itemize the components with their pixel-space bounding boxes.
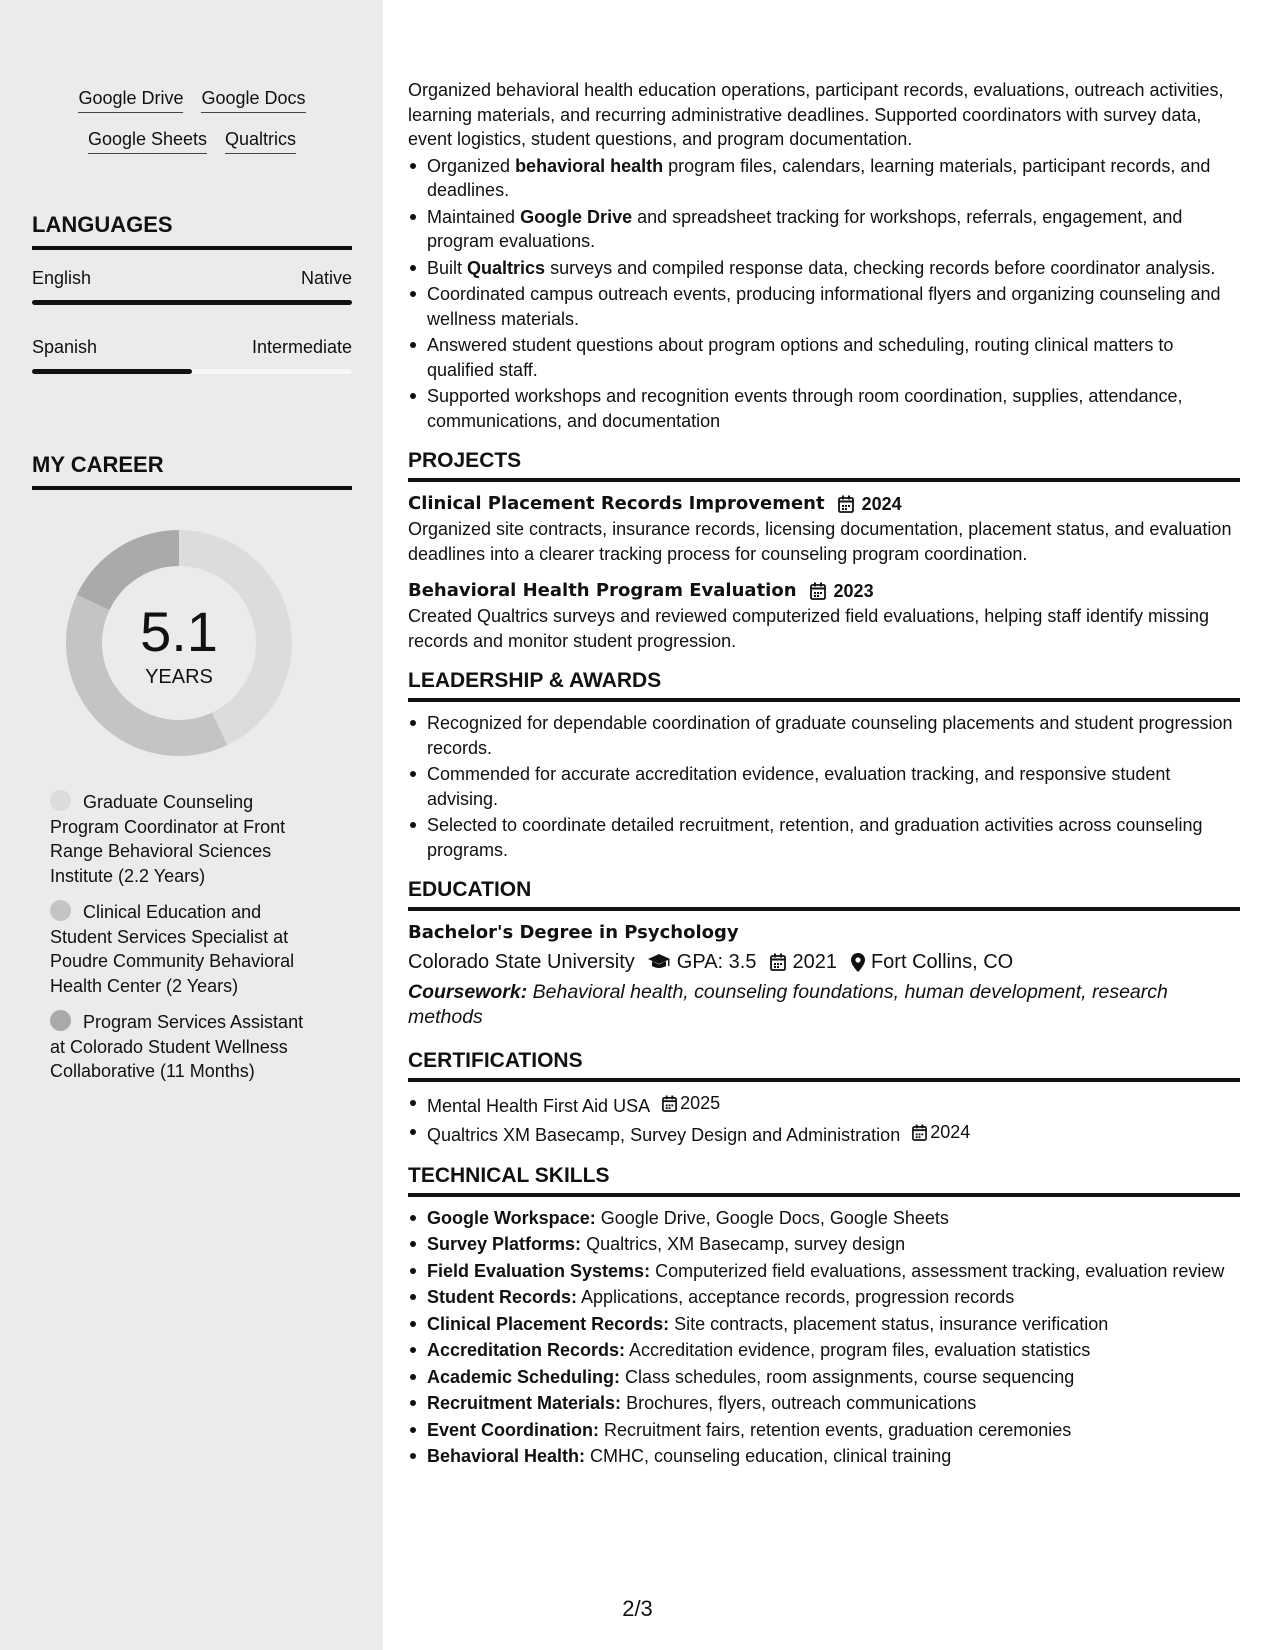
certifications-heading: CERTIFICATIONS — [408, 1047, 1240, 1082]
calendar-icon — [912, 1124, 927, 1141]
skill-category: Google Workspace: — [427, 1207, 596, 1228]
leadership-list — [408, 711, 1240, 862]
language-bar-fill — [32, 300, 352, 305]
skill-tag: Google Drive — [78, 86, 183, 113]
experience-bullet — [408, 256, 1240, 281]
location-pin-icon — [851, 953, 865, 972]
bullet-keyword: behavioral health — [515, 155, 664, 176]
graduation-cap-icon — [647, 953, 671, 971]
experience-summary: Organized behavioral health education operations, participant records, evaluations, outreach activities, learning materials, and recurring administrative deadlines. Supported coordinators with survey data, event logistics, student questions, and program documentation. — [408, 80, 1224, 149]
project-item — [408, 491, 1240, 566]
language-level: Intermediate — [251, 337, 352, 357]
language-row — [32, 337, 352, 358]
experience-bullet — [408, 205, 1240, 254]
calendar-icon — [662, 1095, 677, 1112]
education-details — [408, 948, 1240, 976]
graduation-year: 2021 — [792, 951, 837, 973]
skill-tag: Google Sheets — [88, 127, 207, 154]
calendar-icon — [838, 495, 854, 513]
bullet-text: Supported workshops and recognition events through room coordination, supplies, attendance, communications, and documentation — [427, 386, 1183, 431]
school-name: Colorado State University — [408, 951, 635, 973]
skill-category: Event Coordination: — [427, 1419, 599, 1440]
skill-values: Computerized field evaluations, assessment tracking, evaluation review — [650, 1260, 1225, 1281]
bullet-text: Coordinated campus outreach events, producing informational flyers and organizing counseling and wellness materials. — [427, 284, 1221, 329]
certification-year: 2025 — [680, 1093, 721, 1113]
calendar-icon — [770, 953, 786, 971]
skill-values: Class schedules, room assignments, course sequencing — [620, 1366, 1075, 1387]
language-bar — [32, 300, 352, 305]
certification-name: Qualtrics XM Basecamp, Survey Design and Administration — [427, 1125, 901, 1145]
bullet-text: and spreadsheet tracking for workshops, referrals, engagement, and program evaluations. — [427, 206, 1183, 251]
skill-category: Accreditation Records: — [427, 1340, 626, 1360]
technical-skill-item — [408, 1285, 1240, 1310]
skill-values: Applications, acceptance records, progression records — [577, 1287, 1015, 1307]
certification-name: Mental Health First Aid USA — [427, 1095, 651, 1116]
skill-values: Brochures, flyers, outreach communications — [621, 1393, 977, 1413]
bullet-text: Built — [427, 257, 468, 278]
bullet-text: program files, calendars, learning materials, participant records, and deadlines. — [427, 155, 1211, 200]
skill-category: Recruitment Materials: — [427, 1393, 622, 1413]
technical-skills-heading: TECHNICAL SKILLS — [408, 1162, 1240, 1197]
leadership-item: Commended for accurate accreditation evidence, evaluation tracking, and responsive student advising. — [408, 762, 1240, 811]
projects-heading: PROJECTS — [408, 447, 1240, 482]
language-name: English — [32, 268, 92, 288]
bullet-text: Answered student questions about program options and scheduling, routing clinical matters to qualified staff. — [427, 335, 1174, 380]
gpa: GPA: 3.5 — [676, 951, 757, 973]
skill-category: Field Evaluation Systems: — [427, 1260, 651, 1281]
project-description: Created Qualtrics surveys and reviewed computerized field evaluations, helping staff identify missing records and monitor student progression. — [408, 606, 1210, 651]
project-item — [408, 578, 1240, 653]
technical-skill-item — [408, 1206, 1240, 1231]
project-year: 2023 — [833, 581, 874, 601]
experience-bullet — [408, 384, 1240, 433]
career-dot — [50, 900, 71, 921]
education-heading: EDUCATION — [408, 876, 1240, 911]
page-number: 2/3 — [622, 1596, 653, 1621]
leadership-item: Selected to coordinate detailed recruitment, retention, and graduation activities across counseling programs. — [408, 813, 1240, 862]
coursework-text: Behavioral health, counseling foundations, human development, research methods — [408, 981, 1168, 1028]
career-item-text: Program Services Assistant at Colorado Student Wellness Collaborative (11 Months) — [50, 1012, 304, 1081]
sidebar — [0, 0, 383, 1650]
language-bar-fill — [32, 369, 192, 374]
career-item-text: Graduate Counseling Program Coordinator at Front Range Behavioral Sciences Institute (2.2 Years) — [50, 792, 286, 886]
skill-values: Qualtrics, XM Basecamp, survey design — [581, 1234, 906, 1254]
language-row — [32, 268, 352, 289]
technical-skill-item — [408, 1444, 1240, 1469]
technical-skill-item — [408, 1312, 1240, 1337]
skill-category: Survey Platforms: — [427, 1234, 582, 1254]
leadership-item: Recognized for dependable coordination of graduate counseling placements and student progression records. — [408, 711, 1240, 760]
skill-values: Accreditation evidence, program files, evaluation statistics — [625, 1340, 1091, 1360]
technical-skills-list — [408, 1206, 1240, 1469]
career-item — [50, 900, 320, 998]
technical-skill-item — [408, 1391, 1240, 1416]
bullet-keyword: Google Drive — [520, 206, 633, 227]
project-title: Behavioral Health Program Evaluation — [408, 580, 797, 601]
career-total-value: 5.1 — [140, 600, 218, 663]
career-dot — [50, 790, 71, 811]
experience-bullet — [408, 282, 1240, 331]
skill-values: Recruitment fairs, retention events, graduation ceremonies — [599, 1419, 1072, 1440]
leadership-heading: LEADERSHIP & AWARDS — [408, 667, 1240, 702]
certification-item — [408, 1091, 1240, 1118]
career-item — [50, 790, 320, 888]
skill-values: Site contracts, placement status, insurance verification — [669, 1313, 1109, 1334]
language-level: Native — [300, 268, 352, 288]
skill-category: Student Records: — [427, 1287, 578, 1307]
main-content — [408, 78, 1240, 1471]
skill-values: CMHC, counseling education, clinical training — [585, 1446, 952, 1466]
career-heading: MY CAREER — [32, 452, 352, 490]
bullet-text: Organized — [427, 155, 516, 176]
technical-skill-item — [408, 1365, 1240, 1390]
degree-title: Bachelor's Degree in Psychology — [408, 922, 739, 943]
language-name: Spanish — [32, 337, 98, 357]
project-year: 2024 — [861, 494, 902, 514]
bullet-text: Maintained — [427, 206, 521, 227]
skill-values: Google Drive, Google Docs, Google Sheets — [595, 1207, 949, 1228]
skill-tag: Google Docs — [201, 86, 305, 113]
certification-item — [408, 1120, 1240, 1147]
technical-skill-item — [408, 1232, 1240, 1257]
technical-skill-item — [408, 1338, 1240, 1363]
languages-heading: LANGUAGES — [32, 212, 352, 250]
certifications-list — [408, 1091, 1240, 1148]
skill-category: Clinical Placement Records: — [427, 1313, 670, 1334]
skill-category: Academic Scheduling: — [427, 1366, 621, 1387]
career-item-text: Clinical Education and Student Services Specialist at Poudre Community Behavioral Health Center (2 Years) — [50, 902, 295, 996]
technical-skill-item — [408, 1259, 1240, 1284]
experience-bullet — [408, 154, 1240, 203]
language-bar — [32, 369, 352, 374]
experience-bullets — [408, 154, 1240, 434]
coursework-label: Coursework: — [408, 981, 528, 1003]
coursework — [408, 980, 1240, 1029]
project-title: Clinical Placement Records Improvement — [408, 493, 825, 514]
project-description: Organized site contracts, insurance records, licensing documentation, placement status, and evaluation deadlines into a clearer tracking process for counseling program coordination. — [408, 519, 1232, 564]
career-list — [50, 790, 320, 1096]
career-dot — [50, 1010, 71, 1031]
experience-bullet — [408, 333, 1240, 382]
bullet-text: surveys and compiled response data, checking records before coordinator analysis. — [545, 257, 1216, 278]
skill-tag: Qualtrics — [225, 127, 296, 154]
technical-skill-item — [408, 1418, 1240, 1443]
skill-category: Behavioral Health: — [427, 1446, 586, 1466]
education-location: Fort Collins, CO — [870, 951, 1014, 973]
certification-year: 2024 — [930, 1122, 971, 1143]
career-item — [50, 1010, 320, 1084]
career-total-unit: YEARS — [145, 666, 213, 688]
bullet-keyword: Qualtrics — [467, 257, 546, 278]
calendar-icon — [810, 582, 826, 600]
skill-tags — [32, 86, 352, 154]
donut-segment — [77, 530, 179, 610]
